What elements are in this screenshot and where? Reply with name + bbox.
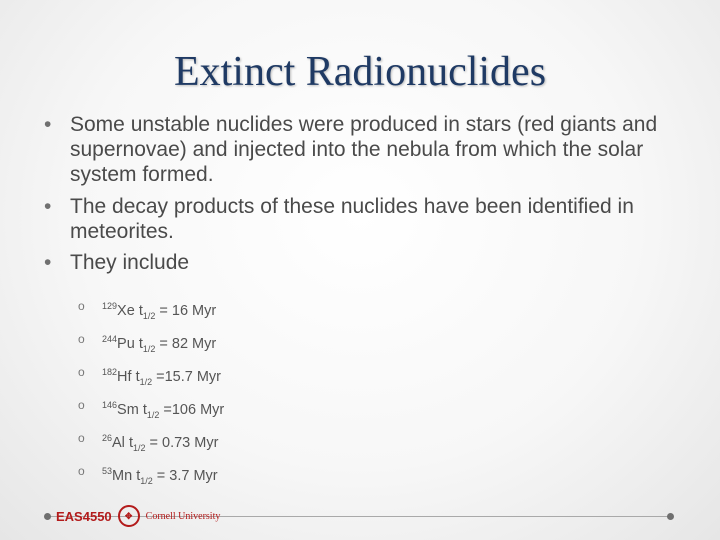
sub-marker: o bbox=[78, 431, 85, 445]
half-life-subscript: 1/2 bbox=[140, 476, 153, 486]
university-name: Cornell University bbox=[145, 510, 221, 522]
bullet-marker: • bbox=[44, 250, 52, 274]
half-life-symbol: t bbox=[138, 303, 143, 319]
bullet-text: They include bbox=[70, 250, 190, 274]
element-symbol: Pu bbox=[117, 336, 135, 352]
half-life-symbol: t bbox=[142, 402, 147, 418]
half-life-symbol: t bbox=[138, 336, 143, 352]
element-symbol: Mn bbox=[112, 468, 133, 484]
half-life-value: =106 Myr bbox=[159, 402, 225, 418]
nuclide-item bbox=[78, 460, 224, 493]
half-life-symbol: t bbox=[135, 369, 140, 385]
bullet-item bbox=[44, 250, 684, 275]
nuclide-item bbox=[78, 361, 224, 394]
mass-number: 26 bbox=[102, 433, 113, 443]
half-life-value: =15.7 Myr bbox=[152, 369, 222, 385]
element-symbol: Hf bbox=[117, 369, 132, 385]
bullet-item bbox=[44, 112, 684, 188]
mass-number: 182 bbox=[102, 367, 118, 377]
sub-marker: o bbox=[78, 332, 85, 346]
rule-endpoint-left bbox=[44, 513, 51, 520]
element-symbol: Sm bbox=[117, 402, 139, 418]
half-life-value: = 16 Myr bbox=[155, 303, 217, 319]
bullet-marker: • bbox=[44, 113, 52, 136]
bullet-item bbox=[44, 194, 684, 244]
half-life-symbol: t bbox=[136, 468, 141, 484]
half-life-symbol: t bbox=[128, 435, 133, 451]
bullet-text: The decay products of these nuclides have been identified in meteorites. bbox=[70, 194, 634, 243]
bullet-text: Some unstable nuclides were produced in stars (red giants and supernovae) and injected into the nebula from which the solar system formed. bbox=[70, 113, 658, 187]
half-life-subscript: 1/2 bbox=[142, 311, 156, 321]
mass-number: 244 bbox=[102, 334, 118, 344]
sub-marker: o bbox=[78, 398, 85, 412]
cornell-seal-icon: ✥ bbox=[118, 505, 140, 527]
nuclide-item bbox=[78, 295, 224, 328]
course-code: EAS4550 bbox=[56, 508, 112, 524]
footer-logo bbox=[56, 503, 220, 529]
half-life-value: = 0.73 Myr bbox=[145, 435, 219, 451]
half-life-value: = 82 Myr bbox=[155, 336, 217, 352]
mass-number: 129 bbox=[102, 301, 118, 311]
element-symbol: Al bbox=[112, 435, 125, 451]
element-symbol: Xe bbox=[117, 303, 135, 319]
mass-number: 53 bbox=[102, 466, 113, 476]
sub-marker: o bbox=[78, 464, 85, 478]
nuclide-item bbox=[78, 394, 224, 427]
half-life-subscript: 1/2 bbox=[146, 410, 160, 420]
half-life-subscript: 1/2 bbox=[132, 443, 146, 453]
half-life-value: = 3.7 Myr bbox=[152, 468, 218, 484]
slide-title: Extinct Radionuclides bbox=[173, 49, 547, 95]
half-life-subscript: 1/2 bbox=[142, 344, 156, 354]
nuclide-item bbox=[78, 427, 224, 460]
half-life-subscript: 1/2 bbox=[139, 377, 153, 387]
nuclide-list bbox=[78, 295, 224, 493]
sub-marker: o bbox=[78, 365, 85, 379]
sub-marker: o bbox=[78, 299, 85, 313]
nuclide-item bbox=[78, 328, 224, 361]
bullet-list bbox=[44, 112, 684, 281]
rule-endpoint-right bbox=[667, 513, 674, 520]
mass-number: 146 bbox=[102, 400, 118, 410]
bullet-marker: • bbox=[44, 194, 52, 218]
